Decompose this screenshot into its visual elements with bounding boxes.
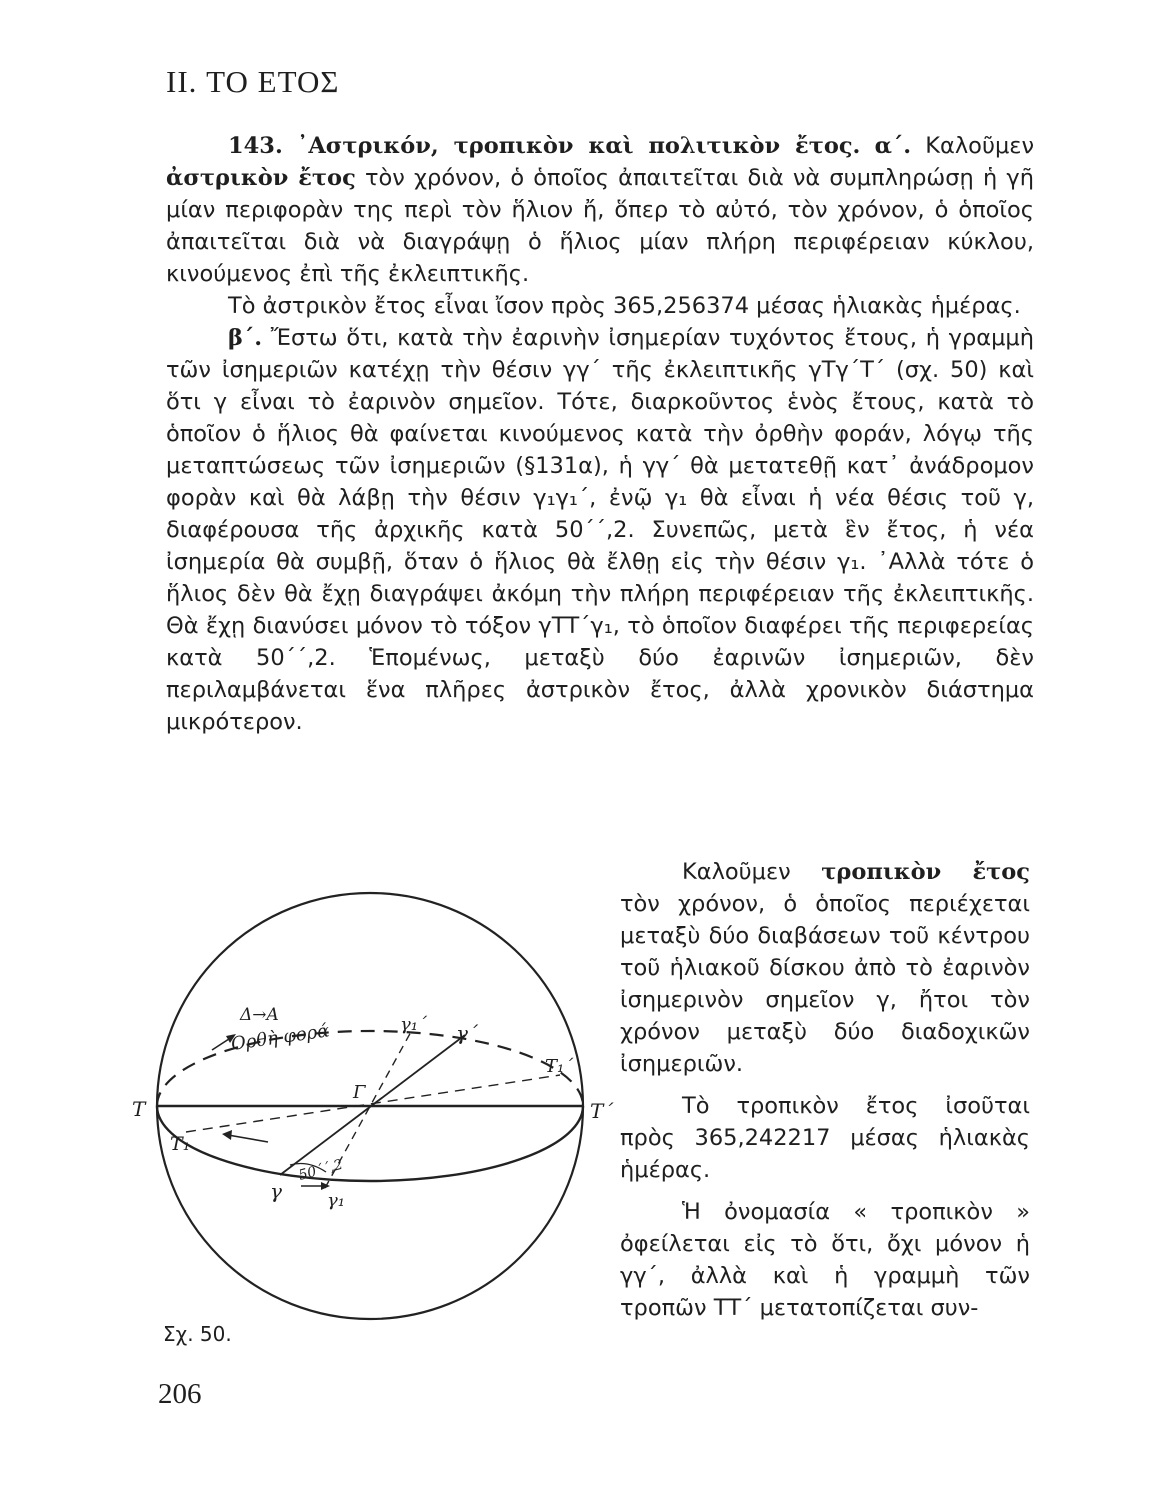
paragraph-intro: Καλοῦμεν [682,859,791,885]
page-number: 206 [158,1378,202,1410]
label-gamma1-prime: γ₁΄ [400,1014,427,1035]
paragraph-naming: Ἡ ὀνομασία « τροπικὸν » ὀφείλεται εἰς τὸ ὅτι, ὄχι μόνον ἡ γγ΄, ἀλλὰ καὶ ἡ γραμμὴ τῶν τροπῶν ΤΤ΄ μετατοπίζεται συν- [620,1199,1030,1321]
label-T: T [132,1097,146,1121]
ecliptic-back-arc [157,1031,583,1106]
part-b-label: β΄. [228,325,263,351]
label-arc-angle: 50΄΄,2 [296,1156,345,1184]
label-gamma: γ [270,1179,282,1203]
label-gamma1: γ₁ [327,1190,345,1211]
main-text-block [166,130,1034,738]
paragraph-tropical-value: Τὸ τροπικὸν ἔτος ἰσοῦται πρὸς 365,242217 μέσας ἡλιακὰς ἡμέρας. [620,1093,1030,1183]
paragraph-sidereal-definition [166,130,1034,290]
paragraph-text: τὸν χρόνον, ὁ ὁποῖος ἀπαιτεῖται διὰ νὰ συμπληρώσῃ ἡ γῆ μίαν περιφορὰν της περὶ τὸν ἥλιον ἤ, ὅπερ τὸ αὐτό, τὸν χρόνον, ὁ ὁποῖος ἀπαιτεῖται διὰ νὰ διαγράψῃ ὁ ἥλιος μίαν πλήρη περιφέρειαν κύκλου, κινούμενος ἐπὶ τῆς ἐκλειπτικῆς. [166,165,1034,287]
arrow-head-icon [222,1130,232,1140]
paragraph-text: τὸν χρόνον, ὁ ὁποῖος περιέχεται μεταξὺ δύο διαβάσεων τοῦ κέντρου τοῦ ἡλιακοῦ δίσκου ἀπὸ τὸ ἐαρινὸν ἰσημερινὸν σημεῖον γ, ἤτοι τὸν χρόνον μεταξὺ δύο διαδοχικῶν ἰσημεριῶν. [620,891,1030,1077]
arrow-head-icon [321,1182,330,1190]
label-T1: T₁ [170,1133,191,1155]
label-gamma-prime: γ΄ [456,1021,478,1045]
figure-ecliptic-diagram [120,880,614,1310]
new-solstice-line [186,1075,560,1132]
paragraph-text: Ἔστω ὅτι, κατὰ τὴν ἐαρινὴν ἰσημερίαν τυχόντος ἔτους, ἡ γραμμὴ τῶν ἰσημεριῶν κατέχῃ τὴν θέσιν γγ΄ τῆς ἐκλειπτικῆς γΤγ΄Τ΄ (σχ. 50) καὶ ὅτι γ εἶναι τὸ ἐαρινὸν σημεῖον. Τότε, διαρκοῦντος ἑνὸς ἔτους, κατὰ τὸ ὁποῖον ὁ ἥλιος θὰ φαίνεται κινούμενος κατὰ τὴν ὀρθὴν φοράν, λόγῳ τῆς μεταπτώσεως τῶν ἰσημεριῶν (§131α), ἡ γγ΄ θὰ μετατεθῇ κατ᾿ ἀνάδρομον φορὰν καὶ θὰ λάβῃ τὴν θέσιν γ₁γ₁΄, ἐνῷ γ₁ θὰ εἶναι ἡ νέα θέσις τοῦ γ, διαφέρουσα τῆς ἀρχικῆς κατὰ 50΄΄,2. Συνεπῶς, μετὰ ἓν ἔτος, ἡ νέα ἰσημερία θὰ συμβῇ, ὅταν ὁ ἥλιος θὰ ἔλθῃ εἰς τὴν θέσιν γ₁. ᾿Αλλὰ τότε ὁ ἥλιος δὲν θὰ ἔχῃ διαγράψει ἀκόμη τὴν πλήρη περιφέρειαν τῆς ἐκλειπτικῆς. Θὰ ἔχῃ διανύσει μόνον τὸ τόξον γΤΤ΄γ₁, τὸ ὁποῖον διαφέρει τῆς περιφερείας κατὰ 50΄΄,2. Ἑπομένως, μεταξὺ δύο ἐαρινῶν ἰσημεριῶν, δὲν περιλαμβάνεται ἕνα πλῆρες ἀστρικὸν ἔτος, ἀλλὰ χρονικὸν διάστημα μικρότερον. [166,325,1034,735]
paragraph-tropical-definition [620,856,1030,1080]
paragraph-intro: Καλοῦμεν [925,133,1035,159]
side-text-block [620,856,1030,1334]
section-number: 143. [228,133,283,159]
figure-caption: Σχ. 50. [163,1322,232,1346]
paragraph-precession [166,322,1034,738]
label-T1-prime: T₁΄ [545,1056,574,1077]
section-title: ᾿Αστρικόν, τροπικὸν καὶ πολιτικὸν ἔτος. [297,133,861,159]
ecliptic-front-arc [157,1106,583,1181]
label-center: Γ [353,1082,366,1103]
label-orthi-fora: Ὀρθὴ φορά [229,1020,331,1055]
label-T-prime: T΄ [590,1099,614,1123]
term-sidereal-year: ἀστρικὸν ἔτος [166,165,356,191]
chapter-heading: II. ΤΟ ΕΤΟΣ [166,64,340,99]
paragraph-sidereal-value: Τὸ ἀστρικὸν ἔτος εἶναι ἴσον πρὸς 365,256374 μέσας ἡλιακὰς ἡμέρας. [228,293,1021,319]
part-a-label: α΄. [874,133,912,159]
term-tropical-year: τροπικὸν ἔτος [821,859,1031,885]
retrograde-arrow-shaft [228,1135,268,1142]
label-direction: Δ→A [240,1005,279,1025]
